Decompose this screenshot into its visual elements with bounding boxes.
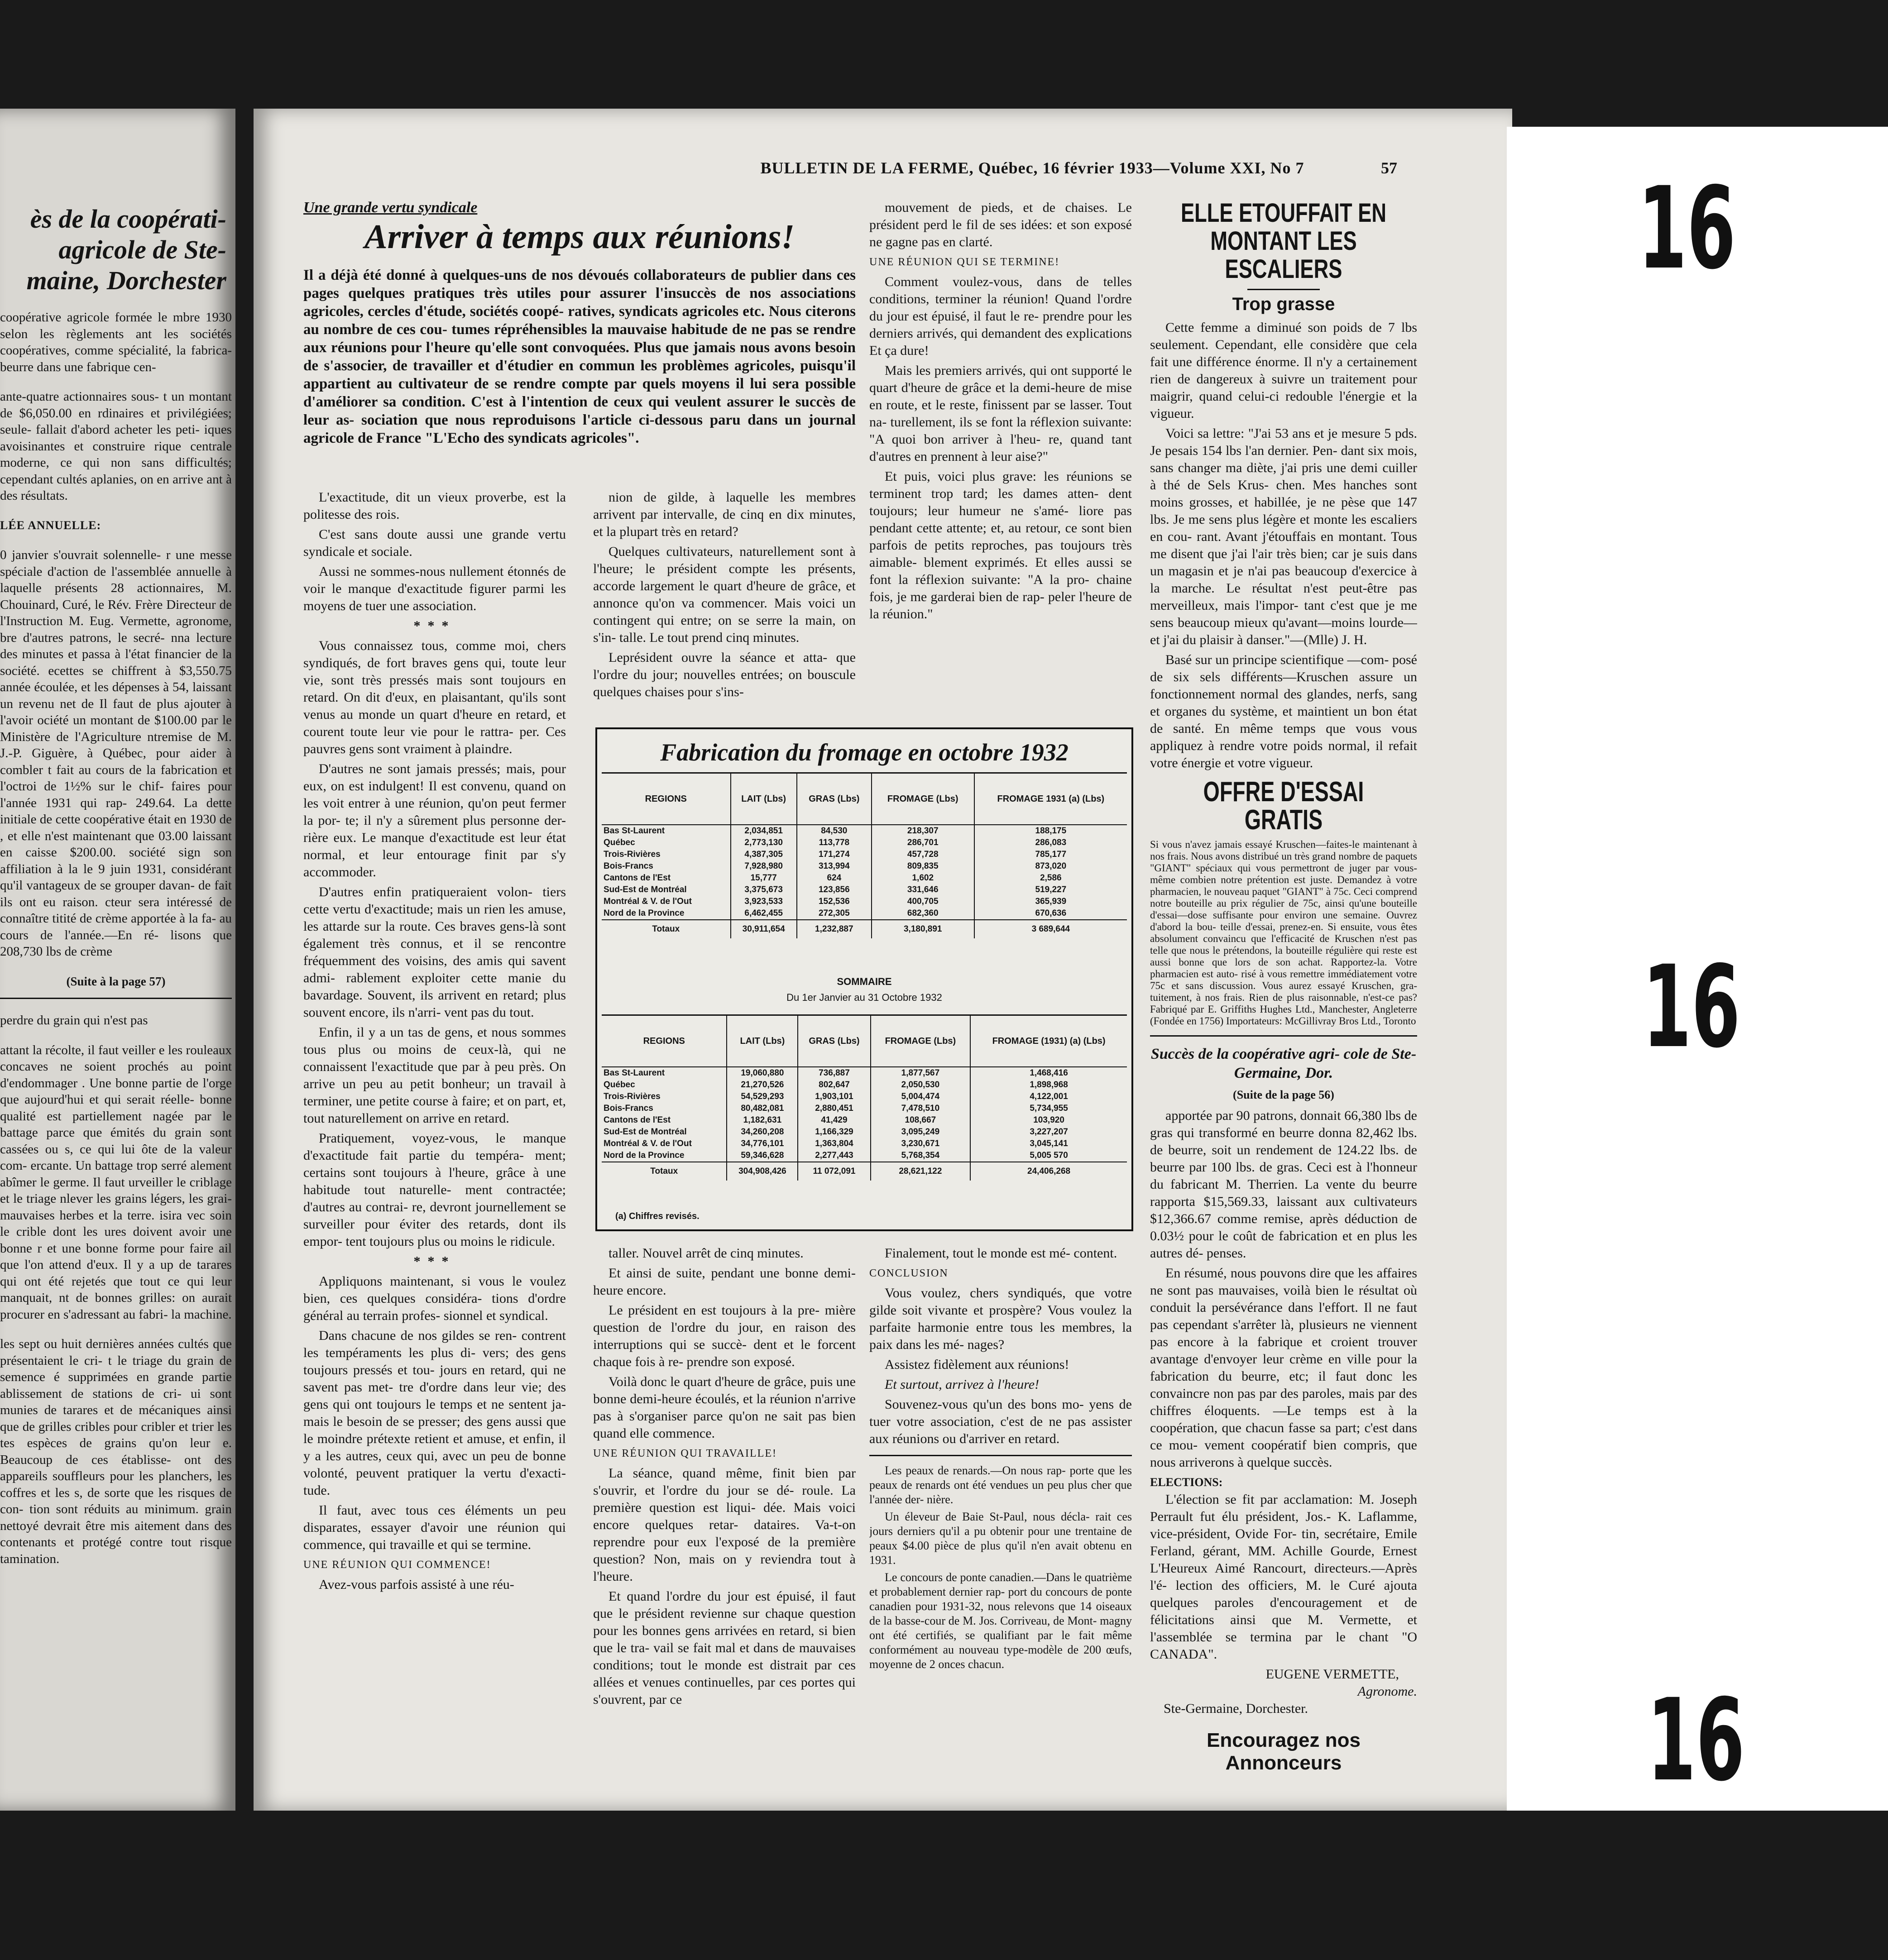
table-value-cell: 188,175 — [974, 825, 1127, 837]
article-paragraph: Souvenez-vous qu'un des bons mo- yens de tuer votre association, c'est de ne pas assister aux réunions ou d'arriver en retard. — [869, 1397, 1132, 1446]
table-total-cell: 30,911,654 — [731, 920, 797, 938]
table-value-cell: 1,877,567 — [871, 1067, 971, 1079]
table-value-cell: 1,602 — [872, 872, 974, 884]
table-column-header: REGIONS — [602, 1015, 727, 1067]
table-value-cell: 331,646 — [872, 884, 974, 896]
table-value-cell: 2,773,130 — [731, 837, 797, 849]
table-column-header: GRAS (Lbs) — [797, 773, 872, 825]
footer-advertisers-note: Encouragez nos Annonceurs — [1207, 1729, 1361, 1774]
table-row — [602, 884, 1127, 896]
table-value-cell: 5,734,955 — [970, 1103, 1127, 1114]
left-paragraph: 0 janvier s'ouvrait solennelle- r une messe spéciale d'action de l'assemblée annuelle à laquelle présents 28 actionnaires, M. Chouinard, Curé, le Rév. Frère Directeur de l'Instruction M. Eug. Vermette, agronome, bre d'autres patrons, le secré- nna lecture des minutes et passa à l'état financier de la société. ecettes se chiffrent à $3,550.75 année écoulée, et les dépenses à 54, laissant un revenu net de Il faut de plus ajouter à l'avoir ociété un montant de $100.00 par le Ministère de l'Agriculture ntremise de M. J.-P. Giguère, à Québec, pour aider à combler t fait au cours de la fabrication et l'octroi de 1½% sur le chif- faires pour l'année 1931 qui rap- 249.64. La dette initiale de cette coopérative était en 1930 de , et elle n'est maintenant que 03.00 laissant en caisse $200.00. société sign son affiliation à la le 9 juin 1931, considérant qu'il vantageux de se grouper davan- de fait ils ont eu raison. cteur sera intéressé de connaître titité de crème apportée à la fa- au cours de l'année.—En ré- lisons que 208,730 lbs de crème — [0, 548, 232, 959]
article-column-3-bottom — [869, 1245, 1132, 1793]
article-paragraph: Vous voulez, chers syndiqués, que votre gilde soit vivante et prospère? Vous voulez la parfaite harmonie entre tous les membres, la paix dans les mé- nages? — [869, 1286, 1132, 1352]
table-value-cell: 108,667 — [871, 1114, 971, 1126]
article-paragraph: Aussi ne sommes-nous nullement étonnés de voir le manque d'exactitude figurer parmi les moyens de tuer une association. — [303, 564, 566, 613]
table-value-cell: 21,270,526 — [727, 1079, 798, 1091]
table-column-header: LAIT (Lbs) — [731, 773, 797, 825]
article-paragraph: Le président en est toujours à la pre- mière question de l'ordre du jour, en raison des interruptions qui se succè- dent et le forcent chaque fois à re- prendre son exposé. — [593, 1303, 856, 1369]
article-paragraph: Appliquons maintenant, si vous le voulez bien, ces quelques considéra- tions d'ordre général au terrain profes- sionnel et syndical. — [303, 1274, 566, 1323]
article-paragraph: Finalement, tout le monde est mé- content. — [885, 1246, 1117, 1261]
section-heading-travaille: UNE RÉUNION QUI TRAVAILLE! — [593, 1448, 777, 1459]
article-paragraph: Vous connaissez tous, comme moi, chers syndiqués, de fort braves gens qui, toute leur vie, sont très pressés mais sont toujours en retard. On dit d'eux, en plaisantant, qu'ils sont venus au monde un quart d'heure en retard, et courent toute leur vie pour le rattra- per. Ces pauvres gens sont vraiment à plaindre. — [303, 638, 566, 756]
newspaper-page — [254, 109, 1512, 1811]
table-total-cell: 28,621,122 — [871, 1162, 971, 1181]
article-paragraph: Comment voulez-vous, dans de telles conditions, terminer la réunion! Quand l'ordre du jour est épuisé, il faut le re- prendre pour les derniers arrivés, qui demandent des explications Et ça dure! — [869, 274, 1132, 358]
table-row — [602, 825, 1127, 837]
article-column-3-top — [869, 199, 1132, 720]
ad-rule — [1247, 289, 1320, 290]
elections-heading: ELECTIONS: — [1150, 1476, 1223, 1489]
table-value-cell: 286,701 — [872, 837, 974, 849]
table-value-cell: 15,777 — [731, 872, 797, 884]
table-value-cell: 3,923,533 — [731, 896, 797, 908]
table-column-header: GRAS (Lbs) — [798, 1015, 870, 1067]
table-value-cell: 624 — [797, 872, 872, 884]
table-value-cell: 2,034,851 — [731, 825, 797, 837]
article-intro: Il a déjà été donné à quelques-uns de nos dévoués collaborateurs de publier dans ces pages quelques pratiques très utiles pour assurer l'insuccès de nos associations agricoles, cercles d'étude, sociétés coopé- ratives, syndicats agricoles etc. Nous citerons au nombre de ces cou- tumes répréhensibles la mauvaise habitude de ne pas se rendre aux réunions pour l'heure qu'elle sont convoquées. Plus que jamais nous avons besoin de s'associer, de travailler et d'étudier en commun les problèmes agricoles, puisqu'il appartient au cultivateur de se rendre compte par quels moyens il lui sera possible d'améliorer sa condition. C'est à l'intention de ceux qui veulent assurer le succès de leur as- sociation que nous reproduisons l'article ci-dessous paru dans un journal agricole de France "L'Echo des syndicats agricoles". — [303, 267, 856, 446]
article-paragraph: taller. Nouvel arrêt de cinq minutes. — [609, 1246, 804, 1261]
table-value-cell: 80,482,081 — [727, 1103, 798, 1114]
table-region-cell: Bas St-Laurent — [604, 1068, 665, 1078]
table-region-cell: Cantons de l'Est — [604, 873, 671, 883]
left-divider — [0, 998, 232, 999]
table-value-cell: 670,636 — [974, 908, 1127, 920]
article-paragraph: D'autres enfin pratiqueraient volon- tiers cette vertu d'exactitude; mais un rien les amuse, les attarde sur la route. Ces braves gens-là sont également très connus, et il se rencontre fréquemment des voisins, des amis qui savent admi- rablement exploiter cette manie du bavardage. Souvent, ils arrivent en retard; plus souvent encore, ils n'arri- vent pas du tout. — [303, 884, 566, 1020]
article-paragraph: mouvement de pieds, et de chaises. Le président perd le fil de ses idées: et son exposé ne gagne pas en clarté. — [869, 200, 1132, 249]
table-value-cell: 286,083 — [974, 837, 1127, 849]
left-paragraph: ante-quatre actionnaires sous- t un montant de $6,050.00 en rdinaires et privilégiées; seule- fallait d'abord acheter les peti- iques avoisinantes et construire rique centrale moderne, ce qui non sans difficultés; cependant cultés aplanies, on en arrive ant à des résultats. — [0, 389, 232, 503]
table-row — [602, 849, 1127, 860]
article-paragraph: L'exactitude, dit un vieux proverbe, est la politesse des rois. — [303, 490, 566, 522]
table-value-cell: 4,122,001 — [970, 1091, 1127, 1103]
table-value-cell: 400,705 — [872, 896, 974, 908]
table-region-cell: Trois-Rivières — [604, 1092, 661, 1101]
cheese-production-table-box — [595, 727, 1133, 1231]
left-subheading: LÉE ANNUELLE: — [0, 518, 101, 532]
article-column-1 — [303, 489, 566, 1793]
table-value-cell: 1,468,416 — [970, 1067, 1127, 1079]
offer-headline: OFFRE D'ESSAI GRATIS — [1203, 776, 1364, 836]
table-row — [602, 1091, 1127, 1103]
article-paragraph: Pratiquement, voyez-vous, le manque d'exactitude fait partie du tempéra- ment; certains sont toujours à l'heure, grâce à une habitude tout naturelle- ment contractée; d'autres au contrai- re, devront journellement se surveiller pour éviter des retards, dont ils empor- tent toujours plus ou moins le ridicule. — [303, 1131, 566, 1249]
table-total-cell: Totaux — [602, 1162, 727, 1181]
table-value-cell: 1,903,101 — [798, 1091, 870, 1103]
table-value-cell: 171,274 — [797, 849, 872, 860]
table-value-cell: 41,429 — [798, 1114, 870, 1126]
right-divider — [1150, 1035, 1417, 1037]
section-heading-commence: UNE RÉUNION QUI COMMENCE! — [303, 1559, 491, 1571]
table-region-cell: Bas St-Laurent — [604, 826, 665, 836]
table-row — [602, 1079, 1127, 1091]
table-value-cell: 272,305 — [797, 908, 872, 920]
article-paragraph: Et puis, voici plus grave: les réunions se terminent trop tard; les dames atten- dent toujours; leur humeur ne s'amé- liore pas pendant cette attente; et, au retour, ce sont bien parfois de petits reproches, pas toujours très aimable- blement exprimés. Et elles aussi se font la réflexion suivante: "A la pro- chaine fois, je me garderai bien de rap- peler l'heure de la réunion." — [869, 469, 1132, 621]
table-value-cell: 103,920 — [970, 1114, 1127, 1126]
table-value-cell: 457,728 — [872, 849, 974, 860]
page-number: 57 — [1381, 159, 1397, 177]
table-row — [602, 1103, 1127, 1114]
table-row — [602, 837, 1127, 849]
table-total-cell: 3 689,644 — [974, 920, 1127, 938]
table-column-header: FROMAGE (Lbs) — [871, 1015, 971, 1067]
table-total-cell: Totaux — [602, 920, 731, 938]
elections-paragraph: L'élection se fit par acclamation: M. Joseph Perrault fut élu président, Jos.- K. Laflamme, vice-président, Ovide For- tin, secrétaire, Emile Ferland, gérant, MM. Achille Gourde, Ernest L'Heureux Aimé Rancourt, directeurs.—Après l'é- lection des officiers, M. le Curé ajouta quelques paroles d'encouragement et de félicitations ainsi que M. Vermette, et l'assemblée se termina par le chant "O CANADA". — [1150, 1492, 1417, 1662]
table-value-cell: 365,939 — [974, 896, 1127, 908]
table-row — [602, 908, 1127, 920]
table-value-cell: 682,360 — [872, 908, 974, 920]
table-value-cell: 785,177 — [974, 849, 1127, 860]
article-paragraph: Leprésident ouvre la séance et atta- que l'ordre du jour; nouvelles entrées; on bouscule quelques chaises pour s'ins- — [593, 650, 856, 699]
frame-number-mark: 16 — [1638, 163, 1736, 294]
table-region-cell: Montréal & V. de l'Out — [604, 897, 692, 906]
article-paragraph: Enfin, il y a un tas de gens, et nous sommes tous plus ou moins de ceux-là, qui ne connaissent l'exactitude que par à peu près. On arrive un peu au petit bonheur; un travail à terminer, une petite course à faire; et on part, et, tout naturellement on arrive en retard. — [303, 1025, 566, 1126]
table-value-cell: 3,045,141 — [970, 1138, 1127, 1150]
article-paragraph: Quelques cultivateurs, naturellement sont à l'heure; le président compte les présents, accorde largement le quart d'heure de grâce, et annonce qu'on va commencer. Mais voici un contingent qui entre; on se serre la main, on s'in- talle. Le tout prend cinq minutes. — [593, 544, 856, 645]
frame-number-mark: 16 — [1647, 1674, 1745, 1806]
page-header: BULLETIN DE LA FERME, Québec, 16 février 1933—Volume XXI, No 7 — [760, 159, 1304, 177]
table-value-cell: 802,647 — [798, 1079, 870, 1091]
table-row — [602, 1114, 1127, 1126]
table-value-cell: 2,586 — [974, 872, 1127, 884]
article-paragraph: nion de gilde, à laquelle les membres arrivent par intervalle, de cinq en dix minutes, et la plupart très en retard? — [593, 490, 856, 539]
table-value-cell: 123,856 — [797, 884, 872, 896]
table-value-cell: 2,050,530 — [871, 1079, 971, 1091]
table-value-cell: 5,004,474 — [871, 1091, 971, 1103]
table-footnote: (a) Chiffres revisés. — [615, 1211, 700, 1221]
table-total-cell: 1,232,887 — [797, 920, 872, 938]
article-column-2-top — [593, 489, 856, 720]
summary-title: SOMMAIRE — [837, 976, 892, 987]
news-brief-paragraph: Les peaux de renards.—On nous rap- porte que les peaux de renards ont été vendues un peu plus cher que l'année der- nière. — [869, 1464, 1132, 1506]
left-article-title: ès de la coopérati- agricole de Ste- maine, Dorchester — [26, 204, 226, 295]
october-table — [602, 772, 1127, 938]
table-value-cell: 7,478,510 — [871, 1103, 971, 1114]
table-value-cell: 7,928,980 — [731, 860, 797, 872]
table-region-cell: Québec — [604, 1080, 635, 1090]
table-value-cell: 5,768,354 — [871, 1150, 971, 1162]
table-total-row — [602, 920, 1127, 938]
table-value-cell: 6,462,455 — [731, 908, 797, 920]
table-region-cell: Sud-Est de Montréal — [604, 1127, 687, 1137]
table-value-cell: 3,230,671 — [871, 1138, 971, 1150]
table-total-row — [602, 1162, 1127, 1181]
article-paragraph: Et ainsi de suite, pendant une bonne demi-heure encore. — [593, 1266, 856, 1298]
table-row — [602, 1138, 1127, 1150]
article-column-2-bottom — [593, 1245, 856, 1793]
table-value-cell: 34,776,101 — [727, 1138, 798, 1150]
table-region-cell: Montréal & V. de l'Out — [604, 1139, 692, 1148]
column-divider — [869, 1455, 1132, 1456]
section-heading-termine: UNE RÉUNION QUI SE TERMINE! — [869, 256, 1060, 268]
table-total-cell: 24,406,268 — [970, 1162, 1127, 1181]
article-paragraph: Il faut, avec tous ces éléments un peu disparates, essayer d'avoir une réunion qui commence, qui travaille et qui se termine. — [303, 1503, 566, 1552]
frame-number-mark: 16 — [1643, 941, 1740, 1073]
film-margin-strip — [1507, 127, 1888, 1811]
table-value-cell: 519,227 — [974, 884, 1127, 896]
table-value-cell: 59,346,628 — [727, 1150, 798, 1162]
succes-paragraph: apportée par 90 patrons, donnait 66,380 lbs de gras qui transformé en beurre donna 82,462 lbs. de beurre, soit un rendement de 124.22 lbs. de beurre par 100 lbs. de gras. Ceci est à l'honneur du fabricant M. Therrien. La vente du beurre rapporta $15,569.33, laissant aux cultivateurs $12,366.67 comme remise, après déduction de 0.03½ pour le coût de fabrication et en plus les autres dé- penses. — [1150, 1108, 1417, 1261]
article-kicker: Une grande vertu syndicale — [303, 199, 478, 216]
table-total-cell: 304,908,426 — [727, 1162, 798, 1181]
news-brief-paragraph: Le concours de ponte canadien.—Dans le quatrième et probablement dernier rap- port du concours de ponte canadien pour 1931-32, nous relevons que 14 oiseaux de la basse-cour de M. Jos. Corriveau, de Mont- magny ont été certifiés, se qualifiant par le fait même conformément au nouveau type-modèle de 200 œufs, moyenne de 2 onces chacun. — [869, 1571, 1132, 1671]
table-title: Fabrication du fromage en octobre 1932 — [660, 739, 1069, 766]
section-break-stars: *** — [413, 1254, 456, 1269]
table-region-cell: Bois-Francs — [604, 861, 653, 871]
article-headline-block — [303, 199, 856, 447]
table-total-cell: 11 072,091 — [798, 1162, 870, 1181]
table-value-cell: 3,375,673 — [731, 884, 797, 896]
section-break-stars: *** — [413, 618, 456, 633]
left-paragraph: coopérative agricole formée le mbre 1930 selon les règlements ant les sociétés coopératives, comme spécialité, la fabrica- beurre dans une fabrique cen- — [0, 310, 232, 374]
offer-paragraph: Si vous n'avez jamais essayé Kruschen—faites-le maintenant à nos frais. Nous avons distribué un très grand nombre de paquets "GIANT" spéciaux qui vous permettront de juger par vous-même combien notre prétention est juste. Demandez à votre pharmacien, le nouveau paquet "GIANT" à 75c. Ceci comprend notre bouteille au prix régulier de 75c, ainsi qu'une bouteille d'essai—dose suffisante pour environ une semaine. Ouvrez d'abord la bou- teille d'essai, prenez-en. Si ensuite, vous êtes absolument convaincu que l'efficacité de Kruschen n'est pas telle que nous le prétendons, la bouteille régulière qui reste est aussi bonne que lors de son achat. Rapportez-la. Votre pharmacien est auto- risé à vous remettre immédiatement votre 75c et sans discussion. Vous aurez essayé Kruschen, gra- tuitement, à nos frais. Rien de plus raisonnable, n'est-ce pas? Fabriqué par E. Griffiths Hughes Ltd., Manchester, Angleterre (Fondée en 1756) Importateurs: McGillivray Bros Ltd., Toronto — [1150, 839, 1417, 1027]
succes-paragraph: En résumé, nous pouvons dire que les affaires ne sont pas mauvaises, voilà bien le résultat où conduit la persévérance dans l'effort. Il ne faut pas cependant s'arrêter là, plusieurs ne viennent pas encore à la fabrique et croient trouver avantage d'envoyer leur crème en ville pour la fabrication du beurre, etc; il faut donc les convaincre non pas par des paroles, mais par des chiffres éloquents. —Le temps est à la coopération, que chacun fasse sa part; c'est dans ce mou- vement coopératif bien compris, que nous arriverons à quelque succès. — [1150, 1266, 1417, 1470]
table-value-cell: 2,277,443 — [798, 1150, 870, 1162]
table-value-cell: 3,095,249 — [871, 1126, 971, 1138]
left-page-fragment — [0, 109, 235, 1811]
table-value-cell: 3,227,207 — [970, 1126, 1127, 1138]
table-column-header: FROMAGE (1931) (a) (Lbs) — [970, 1015, 1127, 1067]
succes-title: Succès de la coopérative agri- cole de Ste-Germaine, Dor. — [1150, 1046, 1417, 1081]
table-region-cell: Cantons de l'Est — [604, 1115, 671, 1125]
table-row — [602, 860, 1127, 872]
table-row — [602, 1067, 1127, 1079]
article-paragraph: Dans chacune de nos gildes se ren- contrent les tempéraments les plus di- vers; des gens toujours pressés et tou- jours en retard, qui ne savent pas met- tre d'ordre dans leur vie; des gens qui ont toujours le temps et ne sentent ja- mais le besoin de se presser; des gens aussi que le moindre prétexte retient et amuse, et enfin, il y a les autres, ceux qui, avec un peu de bonne volonté, peuvent pratiquer la vertu d'exacti- tude. — [303, 1328, 566, 1498]
kruschen-ad-subhead: Trop grasse — [1232, 294, 1335, 314]
table-total-cell: 3,180,891 — [872, 920, 974, 938]
table-column-header: REGIONS — [602, 773, 731, 825]
table-region-cell: Québec — [604, 838, 635, 847]
left-paragraph: perdre du grain qui n'est pas — [0, 1013, 148, 1028]
ad-paragraph: Cette femme a diminué son poids de 7 lbs seulement. Cependant, elle considère que cela fait une différence énorme. Il n'y a certainement rien de dangereux à suivre un traitement pour maigrir, quand celui-ci redouble l'énergie et la vigueur. — [1150, 320, 1417, 421]
table-value-cell: 809,835 — [872, 860, 974, 872]
table-value-cell: 1,898,968 — [970, 1079, 1127, 1091]
left-continued-note: (Suite à la page 57) — [66, 974, 166, 988]
article-paragraph: Et quand l'ordre du jour est épuisé, il faut que le président revienne sur chaque question pour les bonnes gens arrivées en retard, si bien que le tra- vail se fait mal et dans de mauvaises conditions; tout le monde est distrait par ces allées et venues continuelles, par ces portes qui s'ouvrent, par ce — [593, 1589, 856, 1707]
table-row — [602, 1126, 1127, 1138]
table-value-cell: 736,887 — [798, 1067, 870, 1079]
table-value-cell: 113,778 — [797, 837, 872, 849]
table-row — [602, 872, 1127, 884]
table-value-cell: 5,005 570 — [970, 1150, 1127, 1162]
table-value-cell: 1,166,329 — [798, 1126, 870, 1138]
article-paragraph: Voilà donc le quart d'heure de grâce, puis une bonne demi-heure écoulés, et la réunion n'arrive pas à s'organiser parce qu'on ne sait pas bien quand elle commence. — [593, 1374, 856, 1441]
left-paragraph: les sept ou huit dernières années cultés que présentaient le cri- t le triage du grain de semence é supprimées en grande partie ablissement de stations de cri- ui sont munies de tarares et de mécaniques ainsi que de grilles cribles pour cribler et trier les tes espèces de grains qu'on leur e. Beaucoup de ces établisse- ont des appareils souffleurs pour les planchers, les coffres et les s, de sorte que les risques de con- tion sont réduits au minimum. grain nettoyé devrait être mis aitement dans des contenants et protégé contre tout risque tamination. — [0, 1337, 232, 1566]
ad-paragraph: Basé sur un principe scientifique —com- posé de six sels différents—Kruschen assure un fonctionnement normal des glandes, nerfs, sang et organes du système, et maintient un bon état de santé. En même temps que vous vous appliquez à rendre votre poids normal, il refait votre énergie et votre vigueur. — [1150, 652, 1417, 770]
table-value-cell: 34,260,208 — [727, 1126, 798, 1138]
summary-period: Du 1er Janvier au 31 Octobre 1932 — [786, 992, 942, 1003]
article-paragraph: La séance, quand même, finit bien par s'ouvrir, et l'ordre du jour se dé- roule. La première question est liqui- dée. Mais voici encore quelques retar- dataires. Va-t-on reprendre pour eux l'exposé de la première question? Non, mais on y reviendra tout à l'heure. — [593, 1466, 856, 1584]
section-heading-conclusion: CONCLUSION — [869, 1267, 949, 1279]
succes-continued-from: (Suite de la page 56) — [1233, 1088, 1334, 1101]
table-column-header: FROMAGE 1931 (a) (Lbs) — [974, 773, 1127, 825]
news-brief-paragraph: Un éleveur de Baie St-Paul, nous décla- rait ces jours derniers qu'il a pu obtenir pour une trentaine de peaux $4.00 pièce de plus qu'il n'en avait obtenu en 1931. — [869, 1510, 1132, 1567]
table-region-cell: Sud-Est de Montréal — [604, 885, 687, 894]
article-paragraph: D'autres ne sont jamais pressés; mais, pour eux, on est indulgent! Il est convenu, quand on les voit entrer à une réunion, qu'on peut fermer la por- te; il n'y a sûrement plus personne der- rière eux. Le manque d'exactitude est leur état normal, et leur entourage finit par s'y accommoder. — [303, 761, 566, 880]
summary-table — [602, 1014, 1127, 1181]
table-row — [602, 896, 1127, 908]
article-paragraph: Assistez fidèlement aux réunions! — [885, 1357, 1069, 1372]
table-value-cell: 1,182,631 — [727, 1114, 798, 1126]
signature-place: Ste-Germaine, Dorchester. — [1164, 1701, 1308, 1716]
table-value-cell: 4,387,305 — [731, 849, 797, 860]
table-value-cell: 873,020 — [974, 860, 1127, 872]
right-column — [1150, 199, 1417, 1783]
table-column-header: LAIT (Lbs) — [727, 1015, 798, 1067]
article-paragraph: Et surtout, arrivez à l'heure! — [885, 1377, 1040, 1392]
table-value-cell: 313,994 — [797, 860, 872, 872]
table-value-cell: 152,536 — [797, 896, 872, 908]
table-region-cell: Trois-Rivières — [604, 850, 661, 859]
table-row — [602, 1150, 1127, 1162]
signature-name: EUGENE VERMETTE, — [1265, 1667, 1399, 1682]
table-value-cell: 84,530 — [797, 825, 872, 837]
table-column-header: FROMAGE (Lbs) — [872, 773, 974, 825]
article-paragraph: C'est sans doute aussi une grande vertu syndicale et sociale. — [303, 527, 566, 559]
table-region-cell: Nord de la Province — [604, 1151, 685, 1160]
ad-paragraph: Voici sa lettre: "J'ai 53 ans et je mesure 5 pds. Je pesais 154 lbs l'an dernier. Pen- dant six mois, sans changer ma diète, j'ai pris une demi cuiller à thé de Sels Krus- chen. Mes hanches sont moins grosses, et habillée, je ne pèse que 147 lbs. Je me sens plus légère et monte les escaliers en cou- rant. Avant j'étouffais en montant. Tous me disent que j'ai l'air très bien; car je suis dans un magasin et je n'ai pas beaucoup d'exercice à la marche. Le résultat n'est peut-être pas merveilleux, mais l'impor- tant c'est que je me sens beaucoup mieux qu'avant—moins lourde—et j'ai du plaisir à danser."—(Mlle) J. H. — [1150, 426, 1417, 647]
table-region-cell: Bois-Francs — [604, 1104, 653, 1113]
table-value-cell: 218,307 — [872, 825, 974, 837]
kruschen-ad-headline: ELLE ETOUFFAIT EN MONTANT LES ESCALIERS — [1180, 199, 1387, 284]
table-value-cell: 2,880,451 — [798, 1103, 870, 1114]
article-paragraph: Avez-vous parfois assisté à une réu- — [319, 1577, 514, 1592]
signature-role: Agronome. — [1357, 1684, 1417, 1699]
table-value-cell: 54,529,293 — [727, 1091, 798, 1103]
article-paragraph: Mais les premiers arrivés, qui ont supporté le quart d'heure de grâce et la demi-heure de mise en route, et le reste, finissent par se lasser. Tout na- turellement, ils se font la réflexion suivante: "A quoi bon arriver à l'heu- re, quand tant d'autres en prennent à leur aise?" — [869, 363, 1132, 464]
table-value-cell: 1,363,804 — [798, 1138, 870, 1150]
left-paragraph: attant la récolte, il faut veiller e les rouleaux concaves ne soient prochés au point d'endommager . Une bonne partie de l'orge que aujourd'hui et qui serait réelle- bonne qualité est partiellement nagée par le battage parce que émités du grain sont cassées ou s, ce qui lui ôte de la valeur com- ercante. Un battage trop serré alement abîmer le germe. Il faut urveiller le criblage et le triage nlever les grains légers, les grai- mauvaises herbes et la terre. isira vec soin le crible dont les ures doivent avoir une bonne r et une bonne forme pour faire ail que l'on attend d'eux. Il y a up de tarares qui ont été rejetés que tout ce qui leur manquait, nt de bonnes grilles: on aurait procurer en s'adressant au fabri- la machine. — [0, 1042, 232, 1322]
table-value-cell: 19,060,880 — [727, 1067, 798, 1079]
article-title: Arriver à temps aux réunions! — [364, 218, 795, 256]
table-region-cell: Nord de la Province — [604, 908, 685, 918]
